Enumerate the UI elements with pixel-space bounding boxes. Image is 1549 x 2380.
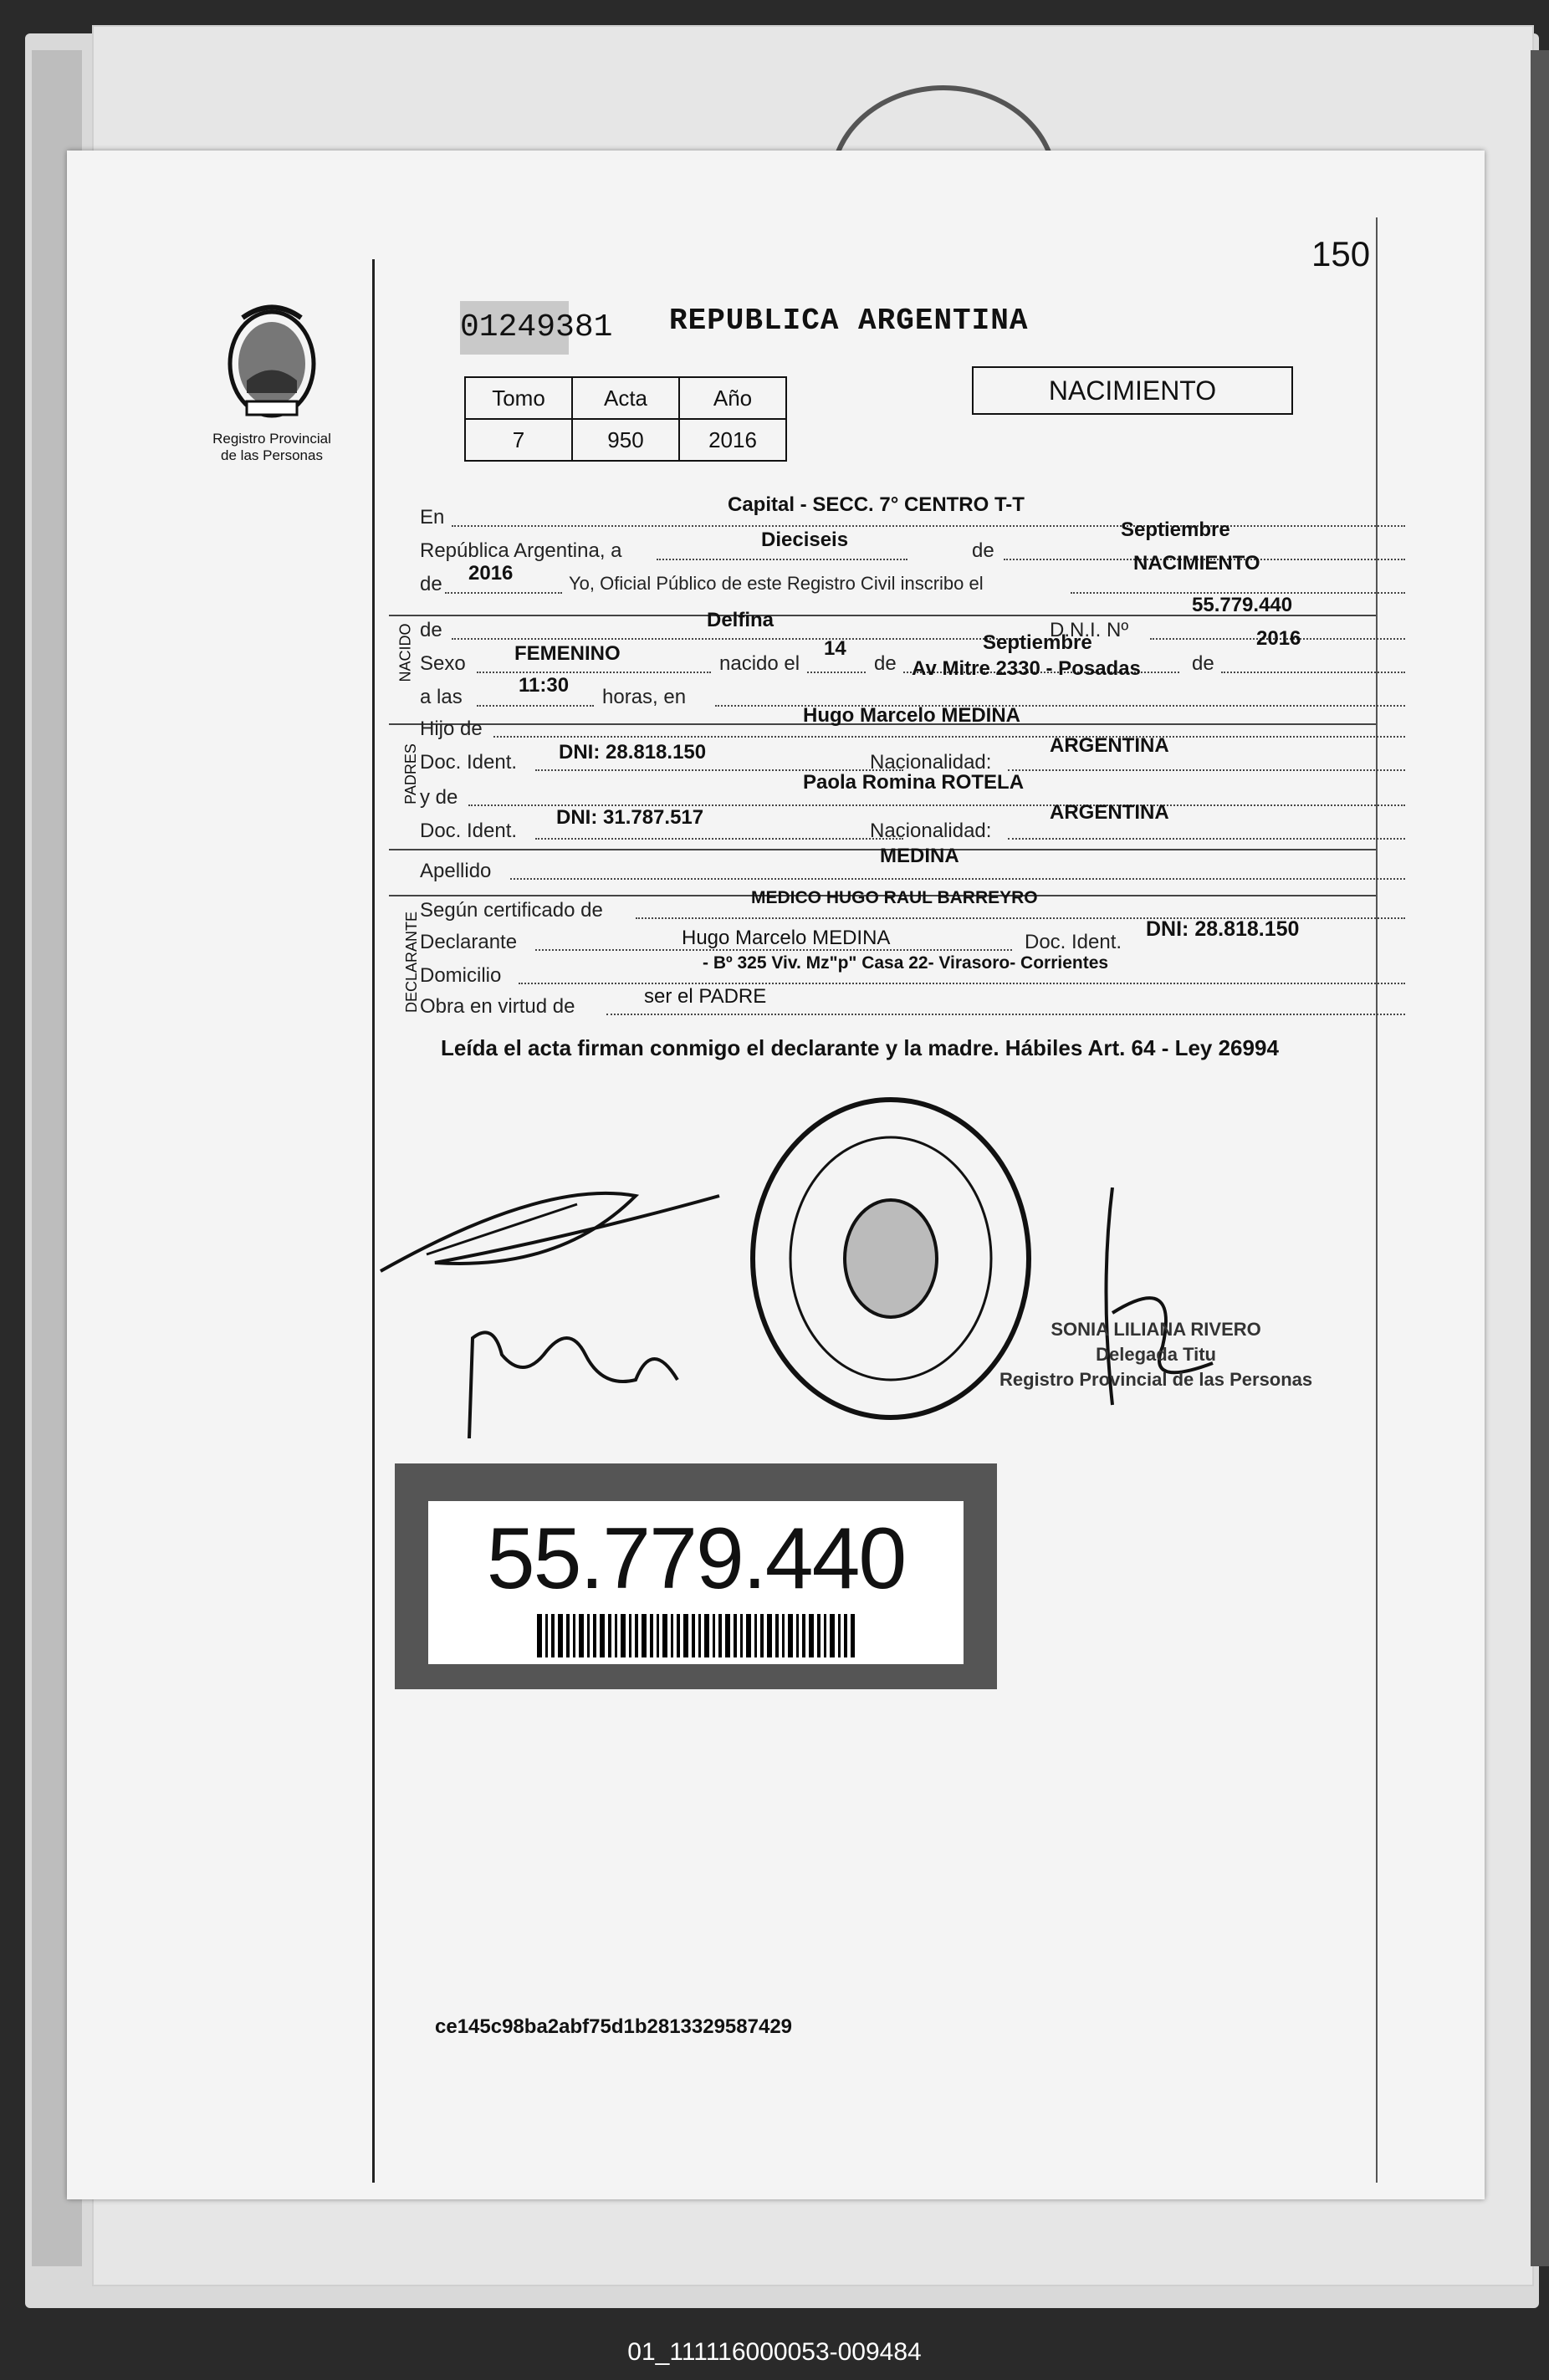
control-number: 01249381 [460, 301, 569, 355]
sexo-line [477, 672, 711, 673]
footer-id: 01_111116000053-009484 [627, 2338, 922, 2366]
province-crest-icon [222, 301, 322, 426]
sexo-label: Sexo [420, 652, 466, 675]
inscribo-value: NACIMIENTO [1133, 552, 1260, 575]
day-value: Dieciseis [761, 529, 849, 551]
mother-doc-value: DNI: 31.787.517 [556, 806, 704, 829]
en-label: En [420, 506, 445, 529]
apellido-value: MEDINA [880, 845, 959, 867]
doc2-line [535, 838, 903, 840]
tomo-acta-table [464, 376, 787, 462]
country-title: REPUBLICA ARGENTINA [669, 304, 1029, 338]
birth-month-value: Septiembre [983, 631, 1092, 654]
certificado-label: Según certificado de [420, 899, 603, 922]
declarante-doc-value: DNI: 28.818.150 [1146, 917, 1300, 941]
mother-value: Paola Romina ROTELA [803, 771, 1025, 794]
apellido-label: Apellido [420, 860, 492, 882]
nac1-label: Nacionalidad: [870, 751, 992, 774]
year-value: 2016 [468, 562, 514, 585]
barcode-icon [537, 1614, 855, 1657]
child-name-value: Delfina [707, 609, 774, 631]
republica-label: República Argentina, a [420, 539, 622, 562]
ano-value: 2016 [679, 419, 786, 461]
closing-statement: Leída el acta firman conmigo el declarante y la madre. Hábiles Art. 64 - Ley 26994 [441, 1035, 1279, 1060]
side-label-declarante: DECLARANTE [403, 911, 421, 1014]
de3-label: de [874, 652, 897, 675]
name-line [452, 638, 1020, 640]
father-value: Hugo Marcelo MEDINA [803, 704, 1021, 727]
right-margin-rule [1376, 217, 1378, 2183]
domicilio-line [519, 983, 1405, 984]
record-type-box: NACIMIENTO [972, 366, 1293, 415]
year-line [445, 592, 562, 594]
de4-label: de [1192, 652, 1214, 675]
certificado-value: MEDICO HUGO RAUL BARREYRO [751, 888, 1038, 907]
page-edge-right [1531, 50, 1549, 2266]
side-label-padres: PADRES [401, 743, 419, 804]
hour-value: 11:30 [519, 674, 570, 697]
caption-line-2: de las Personas [221, 447, 323, 463]
nac2-line [1008, 838, 1405, 840]
day-line [657, 559, 907, 560]
obra-value: ser el PADRE [644, 985, 767, 1008]
official-stamp [999, 1317, 1312, 1392]
nacido-de-label: de [420, 619, 442, 641]
nac2-label: Nacionalidad: [870, 820, 992, 842]
dni-label-inner [428, 1501, 964, 1664]
child-dni-value: 55.779.440 [1192, 594, 1293, 616]
obra-line [606, 1014, 1405, 1015]
sexo-value: FEMENINO [514, 642, 621, 665]
dni-label: D.N.I. Nº [1050, 619, 1129, 641]
stamp-office: Registro Provincial de las Personas [999, 1369, 1313, 1390]
month-value: Septiembre [1121, 518, 1230, 541]
nac1-line [1008, 769, 1405, 771]
father-doc-value: DNI: 28.818.150 [559, 741, 707, 764]
birth-certificate-page [67, 151, 1485, 2199]
horas-label: horas, en [602, 686, 687, 708]
declarante-label: Declarante [420, 931, 518, 953]
declarant-signature-icon [376, 1104, 728, 1438]
tomo-value: 7 [465, 419, 572, 461]
doc2-label: Doc. Ident. [420, 820, 518, 842]
obra-label: Obra en virtud de [420, 995, 575, 1018]
mother-nationality-value: ARGENTINA [1050, 801, 1169, 824]
stamp-name: SONIA LILIANA RIVERO [1051, 1319, 1261, 1340]
place-value: Av Mitre 2330 - Posadas [912, 657, 1141, 680]
de2-label: de [420, 573, 442, 595]
dni-label-sticker [395, 1463, 997, 1689]
a-las-label: a las [420, 686, 463, 708]
table-header-acta: Acta [572, 377, 679, 419]
caption-line-1: Registro Provincial [212, 431, 331, 447]
nacido-el-label: nacido el [719, 652, 800, 675]
hour-line [477, 705, 594, 707]
oficial-label: Yo, Oficial Público de este Registro Civil inscribo el [569, 573, 984, 594]
y-de-label: y de [420, 786, 458, 809]
page-number: 150 [1311, 234, 1371, 273]
apellido-line [510, 878, 1405, 880]
side-label-nacido: NACIDO [396, 623, 414, 682]
table-header-ano: Año [679, 377, 786, 419]
table-header-tomo: Tomo [465, 377, 572, 419]
acta-value: 950 [572, 419, 679, 461]
birth-day-value: 14 [824, 637, 846, 660]
doc1-label: Doc. Ident. [420, 751, 518, 774]
en-line [452, 525, 1405, 527]
margin-rule [372, 259, 375, 2183]
doc3-label: Doc. Ident. [1025, 931, 1122, 953]
father-line [493, 736, 1405, 738]
official-seal-icon [744, 1091, 1037, 1426]
stamp-role: Delegada Titu [1096, 1344, 1216, 1365]
birth-day-line [807, 672, 866, 673]
document-hash: ce145c98ba2abf75d1b2813329587429 [435, 2015, 793, 2038]
declarante-value: Hugo Marcelo MEDINA [682, 927, 891, 949]
registry-caption [184, 431, 360, 464]
domicilio-value: - Bº 325 Viv. Mz"p" Casa 22- Virasoro- Corrientes [703, 953, 1109, 973]
de-label: de [972, 539, 994, 562]
dni-label-number: 55.779.440 [486, 1510, 906, 1607]
en-value: Capital - SECC. 7° CENTRO T-T [728, 493, 1025, 516]
birth-year-line [1221, 672, 1405, 673]
hijo-label: Hijo de [420, 718, 483, 740]
birth-year-value: 2016 [1256, 627, 1301, 650]
father-nationality-value: ARGENTINA [1050, 734, 1169, 757]
domicilio-label: Domicilio [420, 964, 502, 987]
